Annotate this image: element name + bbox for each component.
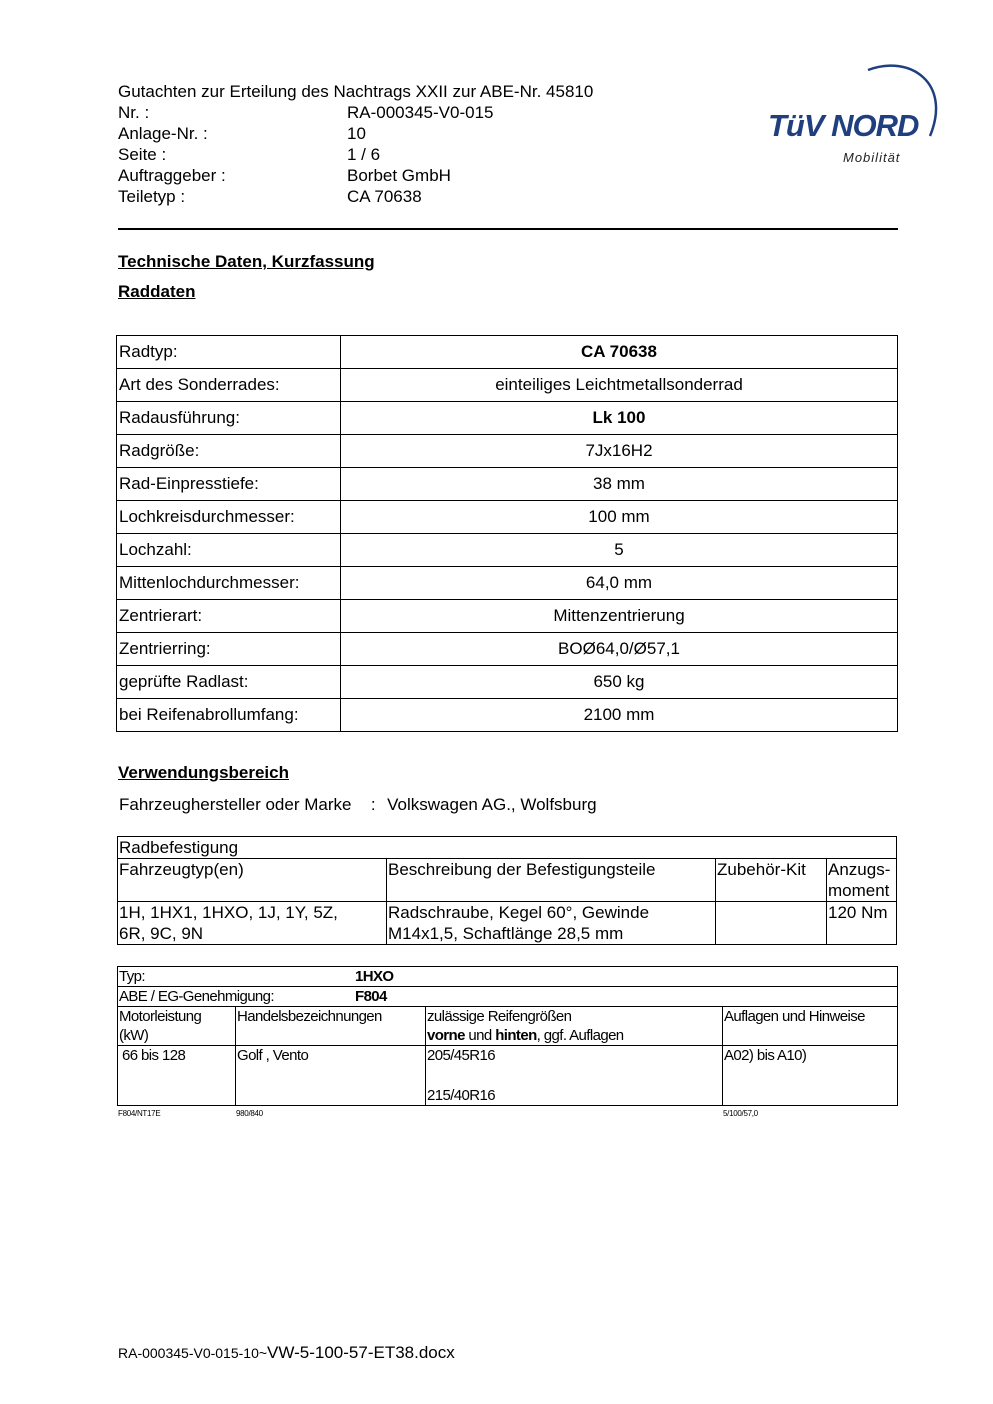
cell-anzugsmoment: 120 Nm — [827, 902, 897, 945]
row-value: 38 mm — [341, 468, 898, 501]
typ-row — [118, 967, 898, 987]
code-5100: 5/100/57,0 — [723, 1109, 758, 1118]
row-value: CA 70638 — [341, 336, 898, 369]
table-row — [117, 501, 898, 534]
row-value: 5 — [341, 534, 898, 567]
table-row — [118, 967, 898, 987]
header-value: 10 — [347, 124, 366, 143]
typ-value: 1HXO — [355, 968, 394, 985]
table-row — [117, 567, 898, 600]
document-title: Gutachten zur Erteilung des Nachtrags XXII zur ABE-Nr. 45810 — [118, 82, 594, 101]
table-row — [117, 633, 898, 666]
row-value: 7Jx16H2 — [341, 435, 898, 468]
row-value: Mittenzentrierung — [341, 600, 898, 633]
logo-wordmark: TüV NORD — [768, 108, 919, 143]
header-label: Nr. : — [118, 103, 150, 122]
row-label: Lochzahl: — [117, 534, 341, 567]
col-header-fahrzeugtypen: Fahrzeugtyp(en) — [118, 859, 387, 902]
cell-line: 6R, 9C, 9N — [119, 924, 204, 943]
cell-auflagen: A02) bis A10) — [723, 1046, 898, 1106]
header-vorne: vorne — [427, 1027, 465, 1044]
header-label: Seite : — [118, 145, 167, 164]
table-row — [117, 600, 898, 633]
abe-row — [118, 987, 898, 1007]
row-label: Radausführung: — [117, 402, 341, 435]
cell-handelsbezeichnungen: Golf , Vento — [236, 1046, 426, 1106]
col-header-beschreibung: Beschreibung der Befestigungsteile — [387, 859, 716, 902]
section-title-tech: Technische Daten, Kurzfassung — [118, 252, 375, 271]
table-row — [118, 902, 897, 945]
header-rest: , ggf. Auflagen — [536, 1027, 624, 1044]
cell-zubehoer-kit — [716, 902, 827, 945]
col-header-zubehoer-kit: Zubehör-Kit — [716, 859, 827, 902]
abe-label: ABE / EG-Genehmigung: — [119, 988, 274, 1005]
cell-reifengroessen — [426, 1046, 723, 1106]
header-label: Anlage-Nr. : — [118, 124, 208, 143]
befestigung-title: Radbefestigung — [118, 837, 897, 859]
header-line: Motorleistung — [119, 1008, 202, 1025]
col-header-anzugsmoment — [827, 859, 897, 902]
table-row — [117, 468, 898, 501]
row-label: Zentrierring: — [117, 633, 341, 666]
header-divider — [118, 228, 898, 230]
col-header-auflagen: Auflagen und Hinweise — [723, 1007, 898, 1046]
header-value: RA-000345-V0-015 — [347, 103, 494, 122]
col-header-reifengroessen — [426, 1007, 723, 1046]
header-und: und — [464, 1027, 496, 1044]
section-title-raddaten: Raddaten — [118, 282, 196, 301]
hersteller-separator: : — [370, 795, 376, 814]
row-label: Lochkreisdurchmesser: — [117, 501, 341, 534]
row-value: 650 kg — [341, 666, 898, 699]
fahrzeughersteller-line — [119, 795, 597, 815]
table-row — [117, 534, 898, 567]
tuev-nord-logo — [760, 58, 950, 173]
table-row — [117, 435, 898, 468]
col-header-handelsbezeichnungen: Handelsbezeichnungen — [236, 1007, 426, 1046]
table-row — [117, 699, 898, 732]
col-header-motorleistung — [118, 1007, 236, 1046]
footer-part2: VW-5-100-57-ET38.docx — [267, 1343, 455, 1362]
footer-filename — [118, 1343, 455, 1363]
table-row — [117, 336, 898, 369]
row-value: 64,0 mm — [341, 567, 898, 600]
table-row — [118, 837, 897, 859]
cell-line: 215/40R16 — [427, 1087, 495, 1104]
code-980: 980/840 — [236, 1109, 263, 1118]
table-header-row — [118, 859, 897, 902]
logo-subtitle: Mobilität — [843, 150, 901, 165]
cell-line: M14x1,5, Schaftlänge 28,5 mm — [388, 924, 624, 943]
table-row — [117, 666, 898, 699]
typ-table — [117, 966, 898, 1106]
header-line: Anzugs- — [828, 860, 891, 879]
header-hinten: hinten — [495, 1027, 537, 1044]
section-title-verwendung: Verwendungsbereich — [118, 763, 289, 782]
hersteller-value: Volkswagen AG., Wolfsburg — [387, 795, 597, 814]
row-label: Rad-Einpresstiefe: — [117, 468, 341, 501]
abe-value: F804 — [355, 988, 387, 1005]
header-value: Borbet GmbH — [347, 166, 451, 185]
cell-fahrzeugtypen — [118, 902, 387, 945]
row-label: Mittenlochdurchmesser: — [117, 567, 341, 600]
table-header-row — [118, 1007, 898, 1046]
cell-beschreibung — [387, 902, 716, 945]
row-label: bei Reifenabrollumfang: — [117, 699, 341, 732]
radbefestigung-table — [117, 836, 897, 945]
row-value: 2100 mm — [341, 699, 898, 732]
row-value: Lk 100 — [341, 402, 898, 435]
row-value: einteiliges Leichtmetallsonderrad — [341, 369, 898, 402]
row-label: Art des Sonderrades: — [117, 369, 341, 402]
cell-line: 205/45R16 — [427, 1047, 495, 1064]
row-label: geprüfte Radlast: — [117, 666, 341, 699]
header-label: Auftraggeber : — [118, 166, 226, 185]
code-f804: F804/NT17E — [118, 1109, 161, 1118]
header-line: moment — [828, 881, 890, 900]
row-label: Zentrierart: — [117, 600, 341, 633]
cell-motorleistung: 66 bis 128 — [118, 1046, 236, 1106]
row-label: Radgröße: — [117, 435, 341, 468]
table-row — [118, 1046, 898, 1106]
raddaten-table — [116, 335, 898, 732]
row-value: 100 mm — [341, 501, 898, 534]
table-row — [117, 369, 898, 402]
header-value: CA 70638 — [347, 187, 422, 206]
table-row — [118, 987, 898, 1007]
header-line: zulässige Reifengrößen — [427, 1008, 572, 1025]
hersteller-label: Fahrzeughersteller oder Marke — [119, 795, 352, 814]
header-line — [427, 1026, 721, 1045]
cell-line: Radschraube, Kegel 60°, Gewinde — [388, 903, 650, 922]
cell-line: 1H, 1HX1, 1HXO, 1J, 1Y, 5Z, — [119, 903, 338, 922]
footer-part1: RA-000345-V0-015-10~ — [118, 1345, 268, 1361]
table-row — [117, 402, 898, 435]
header-line: (kW) — [119, 1027, 149, 1044]
typ-label: Typ: — [119, 968, 145, 985]
row-value: BOØ64,0/Ø57,1 — [341, 633, 898, 666]
header-label: Teiletyp : — [118, 187, 186, 206]
row-label: Radtyp: — [117, 336, 341, 369]
header-value: 1 / 6 — [347, 145, 381, 164]
